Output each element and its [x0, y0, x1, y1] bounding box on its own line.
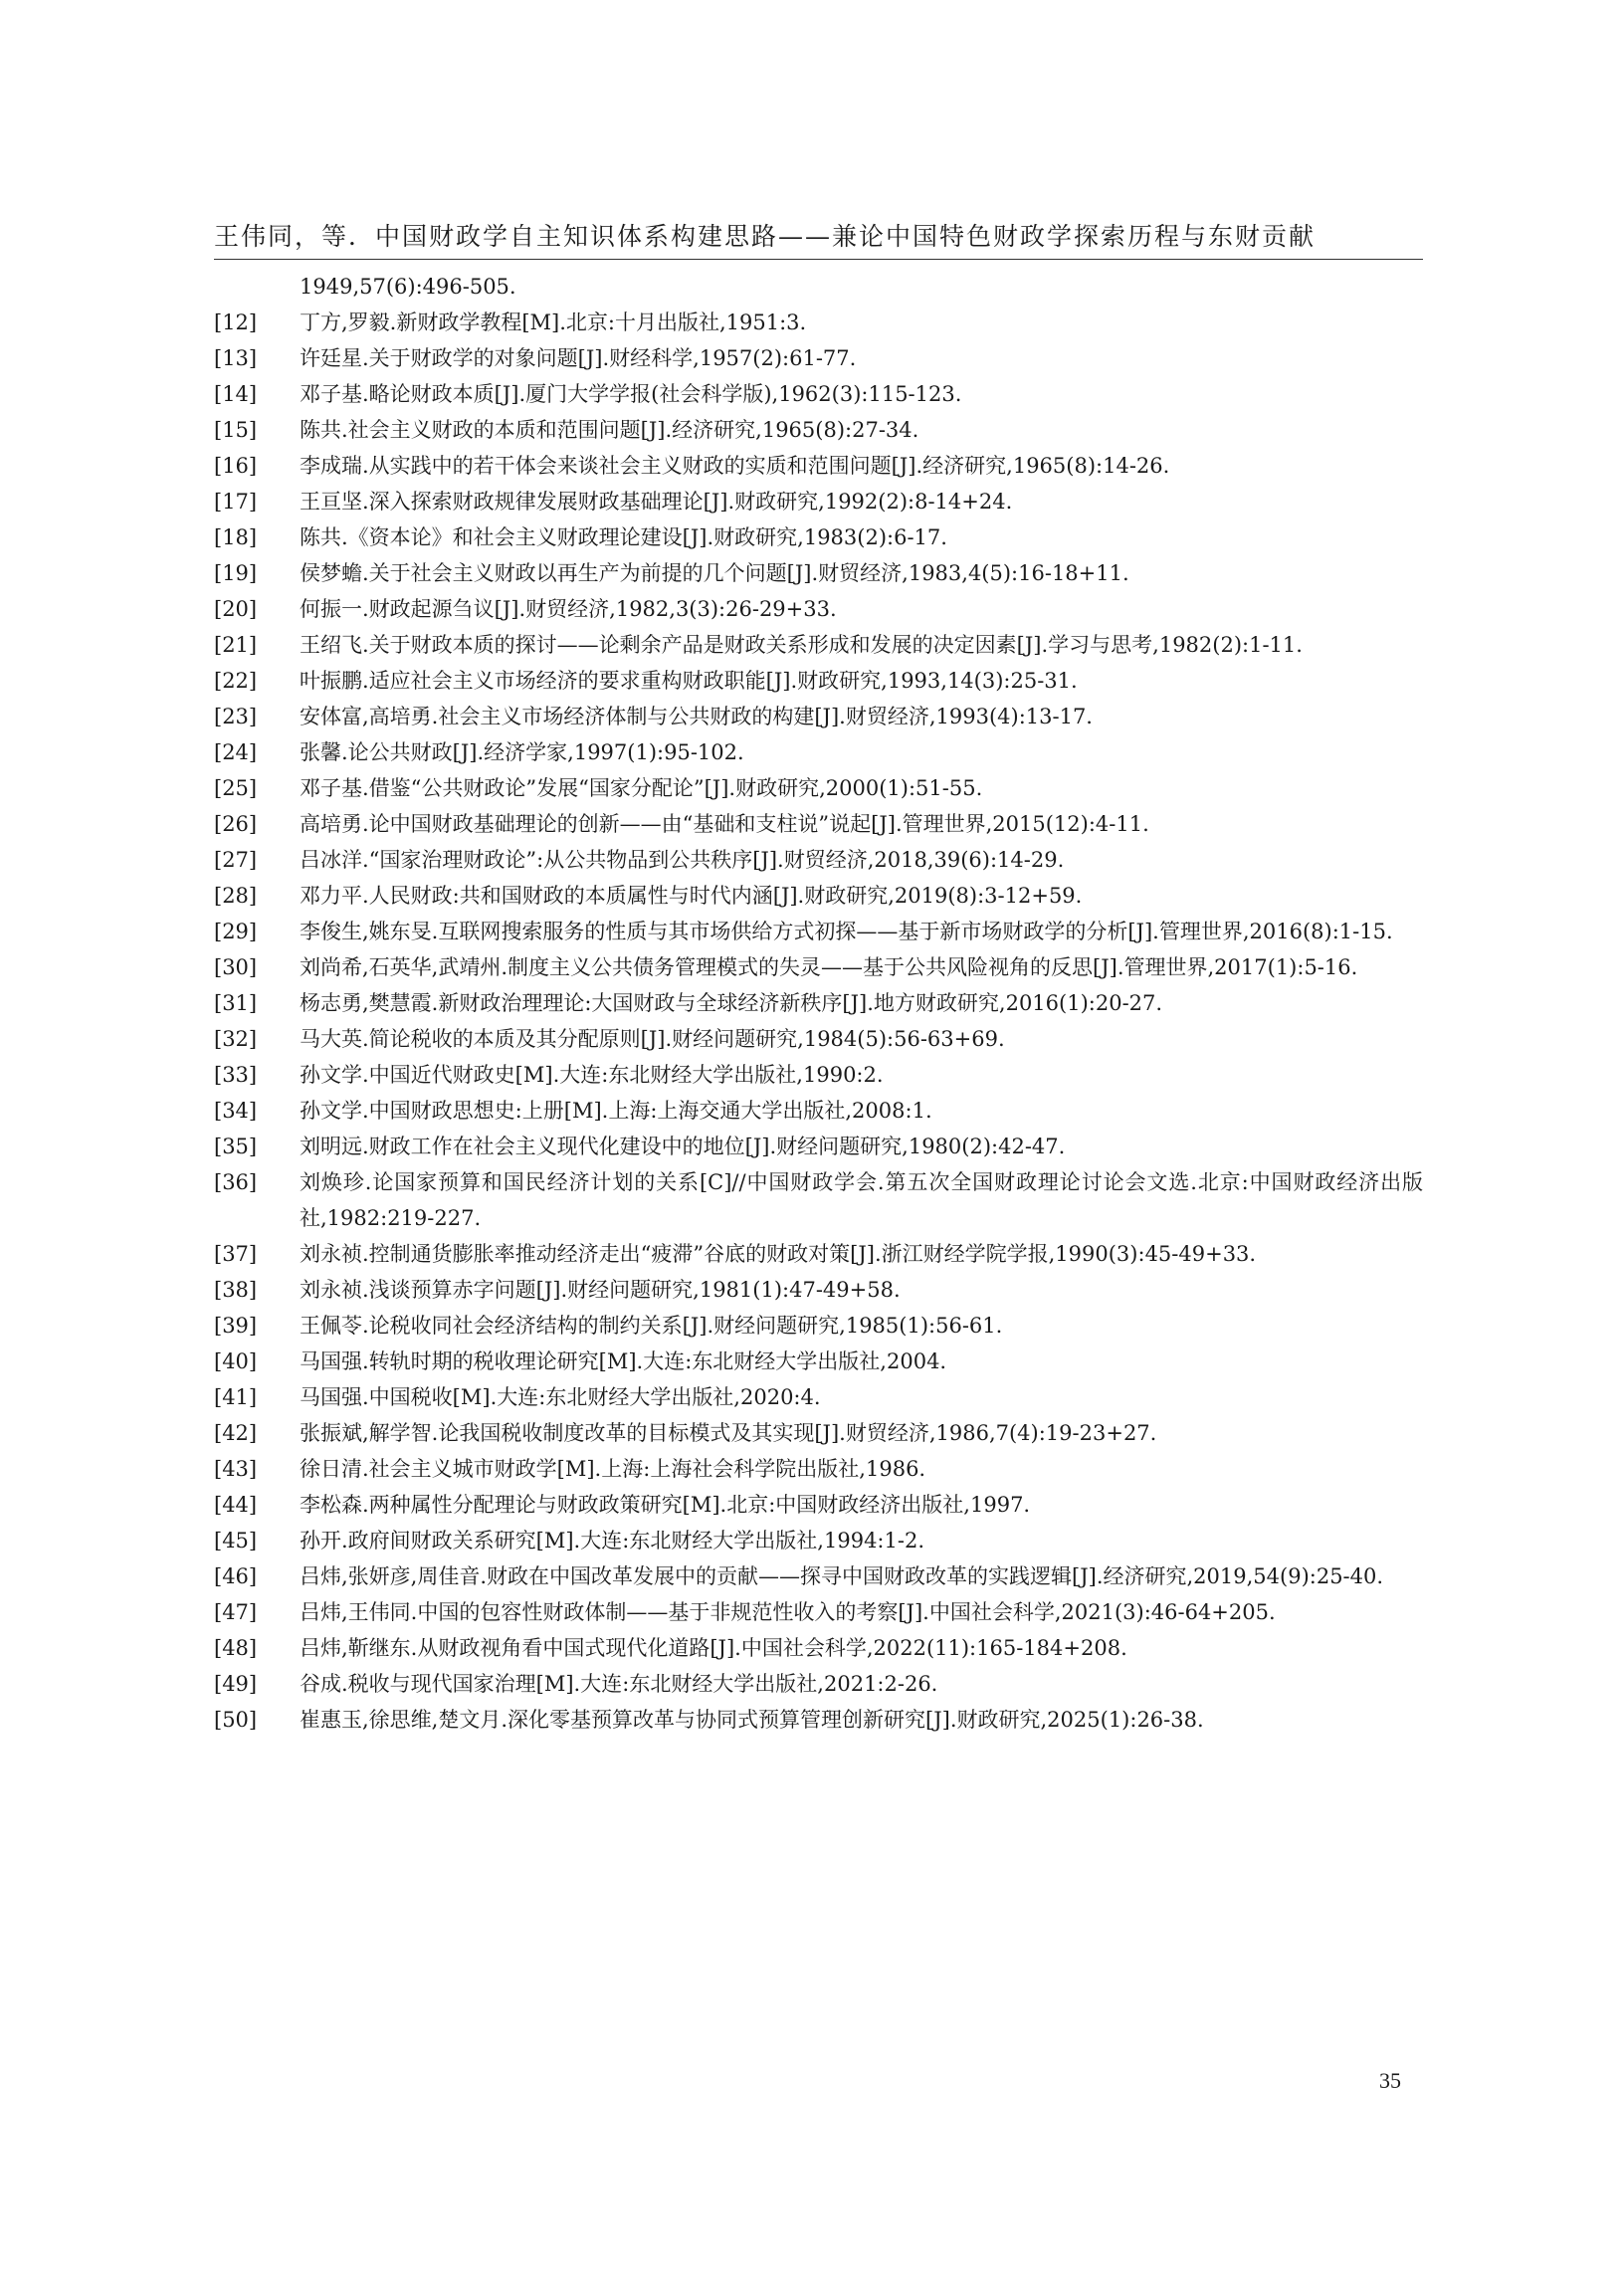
reference-number: [30]: [214, 955, 258, 979]
reference-item: [214, 627, 1423, 663]
reference-text: 张振斌,解学智.论我国税收制度改革的目标模式及其实现[J].财贸经济,1986,7(4):19-23+27.: [300, 1421, 1157, 1445]
reference-text: 马国强.中国税收[M].大连:东北财经大学出版社,2020:4.: [300, 1385, 821, 1409]
reference-number: [34]: [214, 1099, 258, 1123]
reference-text: 叶振鹏.适应社会主义市场经济的要求重构财政职能[J].财政研究,1993,14(3):25-31.: [300, 669, 1078, 693]
reference-number: [21]: [214, 633, 258, 657]
reference-item: [214, 1308, 1423, 1344]
reference-number: [43]: [214, 1457, 258, 1481]
reference-text: 徐日清.社会主义城市财政学[M].上海:上海社会科学院出版社,1986.: [300, 1457, 926, 1481]
reference-number: [20]: [214, 597, 258, 621]
reference-text: 孙开.政府间财政关系研究[M].大连:东北财经大学出版社,1994:1-2.: [300, 1529, 924, 1553]
reference-item: [214, 1594, 1423, 1630]
reference-item: [214, 448, 1423, 484]
reference-item: [214, 305, 1423, 340]
reference-number: [28]: [214, 884, 258, 908]
reference-number: [22]: [214, 669, 258, 693]
reference-item: [214, 1415, 1423, 1451]
reference-number: [13]: [214, 346, 258, 370]
reference-text: 邓子基.略论财政本质[J].厦门大学学报(社会科学版),1962(3):115-123.: [300, 382, 962, 406]
reference-text: 丁方,罗毅.新财政学教程[M].北京:十月出版社,1951:3.: [300, 311, 807, 334]
reference-item: [214, 699, 1423, 734]
reference-item: [214, 1487, 1423, 1523]
reference-item: [214, 770, 1423, 806]
reference-number: [16]: [214, 454, 258, 478]
reference-item: [214, 985, 1423, 1021]
reference-text: 刘尚希,石英华,武靖州.制度主义公共债务管理模式的失灵——基于公共风险视角的反思[J].管理世界,2017(1):5-16.: [300, 955, 1358, 979]
reference-text: 何振一.财政起源刍议[J].财贸经济,1982,3(3):26-29+33.: [300, 597, 837, 621]
reference-text: 李成瑞.从实践中的若干体会来谈社会主义财政的实质和范围问题[J].经济研究,1965(8):14-26.: [300, 454, 1170, 478]
reference-item: [214, 806, 1423, 842]
reference-number: [25]: [214, 776, 258, 800]
reference-number: [32]: [214, 1027, 258, 1051]
reference-item: [214, 1164, 1423, 1236]
reference-number: [18]: [214, 525, 258, 549]
reference-item: [214, 1236, 1423, 1272]
reference-item: [214, 878, 1423, 914]
reference-number: [37]: [214, 1242, 258, 1266]
reference-text: 吕炜,靳继东.从财政视角看中国式现代化道路[J].中国社会科学,2022(11):165-184+208.: [300, 1636, 1127, 1660]
reference-number: [46]: [214, 1564, 258, 1588]
reference-continuation: 1949,57(6):496-505.: [300, 275, 516, 299]
reference-text: 王亘坚.深入探索财政规律发展财政基础理论[J].财政研究,1992(2):8-14+24.: [300, 490, 1013, 514]
reference-text: 高培勇.论中国财政基础理论的创新——由“基础和支柱说”说起[J].管理世界,2015(12):4-11.: [300, 812, 1149, 836]
reference-number: [17]: [214, 490, 258, 514]
reference-number: [38]: [214, 1278, 258, 1302]
reference-number: [50]: [214, 1708, 258, 1732]
reference-item: [214, 519, 1423, 555]
reference-item: [214, 1702, 1423, 1738]
reference-text: 陈共.《资本论》和社会主义财政理论建设[J].财政研究,1983(2):6-17.: [300, 525, 947, 549]
header-rule: [214, 259, 1423, 260]
reference-number: [15]: [214, 418, 258, 442]
reference-text: 王佩苓.论税收同社会经济结构的制约关系[J].财经问题研究,1985(1):56-61.: [300, 1314, 1003, 1338]
reference-item: [214, 412, 1423, 448]
reference-item: [214, 1523, 1423, 1558]
reference-text: 刘永祯.浅谈预算赤字问题[J].财经问题研究,1981(1):47-49+58.: [300, 1278, 901, 1302]
reference-text: 邓力平.人民财政:共和国财政的本质属性与时代内涵[J].财政研究,2019(8):3-12+59.: [300, 884, 1083, 908]
reference-number: [14]: [214, 382, 258, 406]
reference-text: 孙文学.中国财政思想史:上册[M].上海:上海交通大学出版社,2008:1.: [300, 1099, 932, 1123]
reference-number: [29]: [214, 920, 258, 943]
reference-item: [214, 914, 1423, 949]
reference-item: [214, 1630, 1423, 1666]
reference-text: 邓子基.借鉴“公共财政论”发展“国家分配论”[J].财政研究,2000(1):51-55.: [300, 776, 983, 800]
reference-text: 吕炜,张妍彦,周佳音.财政在中国改革发展中的贡献——探寻中国财政改革的实践逻辑[J].经济研究,2019,54(9):25-40.: [300, 1564, 1384, 1588]
reference-list: [214, 269, 1423, 1738]
reference-item: [214, 340, 1423, 376]
reference-text: 侯梦蟾.关于社会主义财政以再生产为前提的几个问题[J].财贸经济,1983,4(5):16-18+11.: [300, 561, 1129, 585]
reference-item: [214, 376, 1423, 412]
reference-item: [214, 734, 1423, 770]
reference-number: [44]: [214, 1493, 258, 1517]
reference-entries: [214, 305, 1423, 1738]
reference-text: 崔惠玉,徐思维,楚文月.深化零基预算改革与协同式预算管理创新研究[J].财政研究,2025(1):26-38.: [300, 1708, 1204, 1732]
reference-item: [214, 484, 1423, 519]
reference-number: [40]: [214, 1349, 258, 1373]
reference-number: [35]: [214, 1135, 258, 1158]
reference-text: 陈共.社会主义财政的本质和范围问题[J].经济研究,1965(8):27-34.: [300, 418, 919, 442]
reference-text: 安体富,高培勇.社会主义市场经济体制与公共财政的构建[J].财贸经济,1993(4):13-17.: [300, 705, 1093, 728]
reference-item: [214, 842, 1423, 878]
reference-number: [49]: [214, 1672, 258, 1696]
reference-item: [214, 1057, 1423, 1093]
reference-text: 孙文学.中国近代财政史[M].大连:东北财经大学出版社,1990:2.: [300, 1063, 884, 1087]
reference-text: 吕冰洋.“国家治理财政论”:从公共物品到公共秩序[J].财贸经济,2018,39(6):14-29.: [300, 848, 1065, 872]
reference-text: 刘永祯.控制通货膨胀率推动经济走出“疲滞”谷底的财政对策[J].浙江财经学院学报,1990(3):45-49+33.: [300, 1242, 1257, 1266]
reference-text: 谷成.税收与现代国家治理[M].大连:东北财经大学出版社,2021:2-26.: [300, 1672, 938, 1696]
reference-text: 杨志勇,樊慧霞.新财政治理理论:大国财政与全球经济新秩序[J].地方财政研究,2016(1):20-27.: [300, 991, 1163, 1015]
reference-item: [214, 1344, 1423, 1379]
reference-number: [12]: [214, 311, 258, 334]
reference-number: [45]: [214, 1529, 258, 1553]
reference-text: 李松森.两种属性分配理论与财政政策研究[M].北京:中国财政经济出版社,1997.: [300, 1493, 1031, 1517]
reference-number: [31]: [214, 991, 258, 1015]
reference-item: [214, 1451, 1423, 1487]
reference-item: [214, 1021, 1423, 1057]
reference-text: 马国强.转轨时期的税收理论研究[M].大连:东北财经大学出版社,2004.: [300, 1349, 947, 1373]
reference-text: 刘明远.财政工作在社会主义现代化建设中的地位[J].财经问题研究,1980(2):42-47.: [300, 1135, 1066, 1158]
reference-text: 张馨.论公共财政[J].经济学家,1997(1):95-102.: [300, 740, 744, 764]
reference-item: [214, 555, 1423, 591]
reference-number: [41]: [214, 1385, 258, 1409]
reference-text: 王绍飞.关于财政本质的探讨——论剩余产品是财政关系形成和发展的决定因素[J].学习与思考,1982(2):1-11.: [300, 633, 1303, 657]
reference-number: [39]: [214, 1314, 258, 1338]
reference-item: [214, 949, 1423, 985]
reference-text: 吕炜,王伟同.中国的包容性财政体制——基于非规范性收入的考察[J].中国社会科学,2021(3):46-64+205.: [300, 1600, 1276, 1624]
reference-number: [33]: [214, 1063, 258, 1087]
reference-item: [214, 663, 1423, 699]
reference-number: [24]: [214, 740, 258, 764]
reference-number: [27]: [214, 848, 258, 872]
reference-item: [214, 1272, 1423, 1308]
reference-item: [214, 1666, 1423, 1702]
reference-text: 李俊生,姚东旻.互联网搜索服务的性质与其市场供给方式初探——基于新市场财政学的分析[J].管理世界,2016(8):1-15.: [300, 920, 1393, 943]
reference-number: [47]: [214, 1600, 258, 1624]
reference-number: [42]: [214, 1421, 258, 1445]
reference-item: [214, 591, 1423, 627]
reference-item: [214, 1379, 1423, 1415]
reference-number: [26]: [214, 812, 258, 836]
reference-text: 刘焕珍.论国家预算和国民经济计划的关系[C]//中国财政学会.第五次全国财政理论讨论会文选.北京:中国财政经济出版社,1982:219-227.: [300, 1170, 1423, 1230]
page-number: 35: [1379, 2068, 1401, 2093]
reference-text: 许廷星.关于财政学的对象问题[J].财经科学,1957(2):61-77.: [300, 346, 857, 370]
reference-item: [214, 1093, 1423, 1129]
reference-item: [214, 1558, 1423, 1594]
running-title: 王伟同，等．中国财政学自主知识体系构建思路——兼论中国特色财政学探索历程与东财贡献: [214, 222, 1317, 251]
reference-number: [19]: [214, 561, 258, 585]
reference-text: 马大英.简论税收的本质及其分配原则[J].财经问题研究,1984(5):56-63+69.: [300, 1027, 1005, 1051]
reference-number: [36]: [214, 1170, 258, 1194]
reference-number: [48]: [214, 1636, 258, 1660]
reference-item: [214, 1129, 1423, 1164]
reference-number: [23]: [214, 705, 258, 728]
